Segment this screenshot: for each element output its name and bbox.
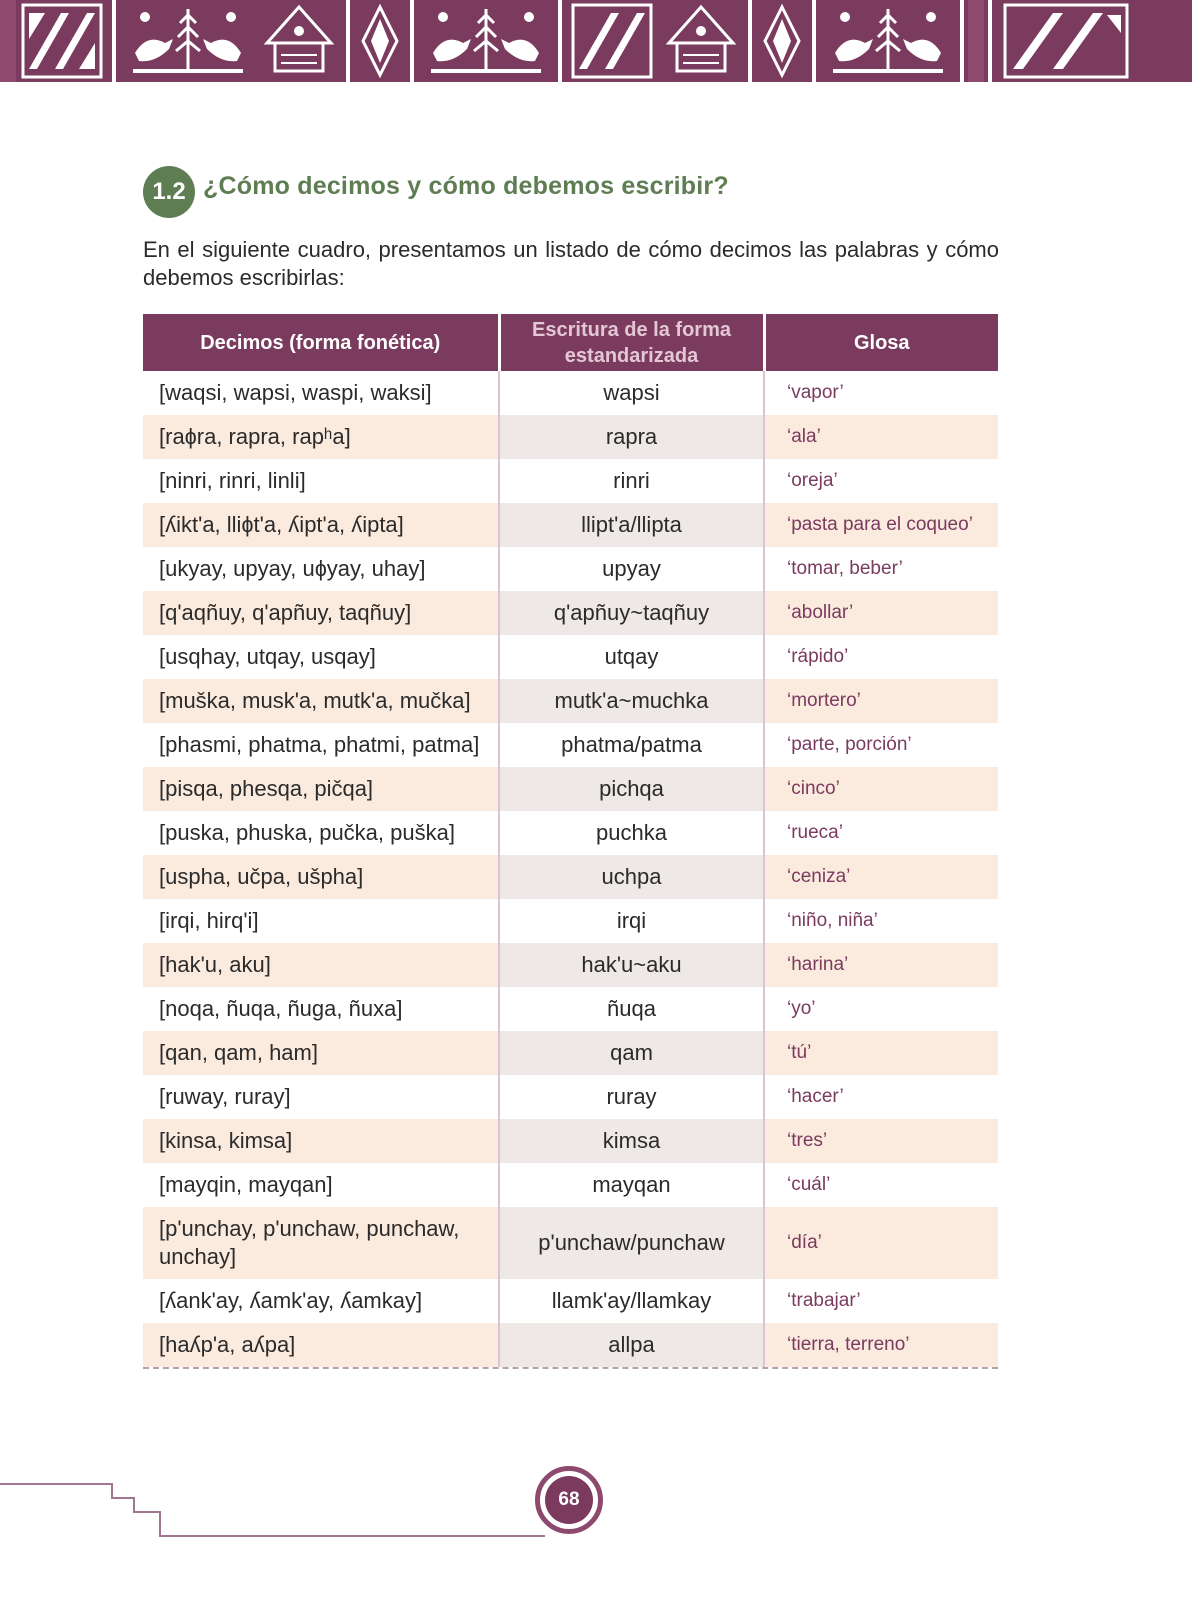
table-row bbox=[143, 679, 998, 723]
phonetic-cell: [hak'u, aku] bbox=[143, 943, 499, 987]
phonetic-cell: [phasmi, phatma, phatmi, patma] bbox=[143, 723, 499, 767]
band-separator bbox=[988, 0, 992, 82]
table-row bbox=[143, 415, 998, 459]
table-body bbox=[143, 371, 998, 1367]
table-row bbox=[143, 1323, 998, 1367]
geometric-motif-icon bbox=[566, 0, 658, 82]
phonetic-cell: [ninri, rinri, linli] bbox=[143, 459, 499, 503]
band-strip bbox=[0, 0, 16, 82]
band-separator bbox=[960, 0, 964, 82]
band-separator bbox=[748, 0, 752, 82]
band-separator bbox=[558, 0, 562, 82]
standard-form-cell: uchpa bbox=[499, 855, 764, 899]
column-header-phonetic: Decimos (forma fonética) bbox=[143, 314, 499, 371]
phonetic-cell: [ukyay, upyay, uɸyay, uhay] bbox=[143, 547, 499, 591]
gloss-cell: ‘día’ bbox=[764, 1207, 998, 1279]
table-row bbox=[143, 1279, 998, 1323]
phonetic-cell: [ʎank'ay, ʎamk'ay, ʎamkay] bbox=[143, 1279, 499, 1323]
gloss-cell: ‘cinco’ bbox=[764, 767, 998, 811]
table-header-row bbox=[143, 314, 998, 371]
phonetic-cell: [p'unchay, p'unchaw, punchaw, unchay] bbox=[143, 1207, 499, 1279]
table-row bbox=[143, 943, 998, 987]
diamond-motif-icon bbox=[354, 0, 406, 82]
table-row bbox=[143, 811, 998, 855]
table-row bbox=[143, 987, 998, 1031]
gloss-cell: ‘yo’ bbox=[764, 987, 998, 1031]
table-row bbox=[143, 503, 998, 547]
table-row bbox=[143, 459, 998, 503]
table-row bbox=[143, 855, 998, 899]
page-number: 68 bbox=[545, 1476, 593, 1524]
standard-form-cell: phatma/patma bbox=[499, 723, 764, 767]
phonetic-cell: [haʎp'a, aʎpa] bbox=[143, 1323, 499, 1367]
standard-form-cell: llamk'ay/llamkay bbox=[499, 1279, 764, 1323]
standard-form-cell: hak'u~aku bbox=[499, 943, 764, 987]
gloss-cell: ‘parte, porción’ bbox=[764, 723, 998, 767]
phonetic-cell: [waqsi, wapsi, waspi, waksi] bbox=[143, 371, 499, 415]
table-row bbox=[143, 547, 998, 591]
birds-tree-motif-icon bbox=[120, 0, 256, 82]
phonetic-cell: [muška, musk'a, mutk'a, mučka] bbox=[143, 679, 499, 723]
standard-form-cell: mayqan bbox=[499, 1163, 764, 1207]
gloss-cell: ‘ceniza’ bbox=[764, 855, 998, 899]
phonetic-cell: [q'aqñuy, q'apñuy, taqñuy] bbox=[143, 591, 499, 635]
table-row bbox=[143, 1075, 998, 1119]
standard-form-cell: kimsa bbox=[499, 1119, 764, 1163]
standard-form-cell: upyay bbox=[499, 547, 764, 591]
gloss-cell: ‘tres’ bbox=[764, 1119, 998, 1163]
gloss-cell: ‘niño, niña’ bbox=[764, 899, 998, 943]
table-row bbox=[143, 591, 998, 635]
band-separator bbox=[346, 0, 350, 82]
standard-form-cell: p'unchaw/punchaw bbox=[499, 1207, 764, 1279]
gloss-cell: ‘mortero’ bbox=[764, 679, 998, 723]
standard-form-cell: rinri bbox=[499, 459, 764, 503]
intro-paragraph: En el siguiente cuadro, presentamos un listado de cómo decimos las palabras y cómo debemos escribirlas: bbox=[143, 237, 999, 290]
gloss-cell: ‘harina’ bbox=[764, 943, 998, 987]
phonetic-cell: [qan, qam, ham] bbox=[143, 1031, 499, 1075]
standard-form-cell: rapra bbox=[499, 415, 764, 459]
phonetic-cell: [ʎikt'a, lliɸt'a, ʎipt'a, ʎipta] bbox=[143, 503, 499, 547]
spelling-table-wrapper bbox=[143, 314, 998, 1369]
phonetic-cell: [noqa, ñuqa, ñuga, ñuxa] bbox=[143, 987, 499, 1031]
gloss-cell: ‘trabajar’ bbox=[764, 1279, 998, 1323]
standard-form-cell: pichqa bbox=[499, 767, 764, 811]
standard-form-cell: utqay bbox=[499, 635, 764, 679]
table-row bbox=[143, 767, 998, 811]
gloss-cell: ‘ala’ bbox=[764, 415, 998, 459]
standard-form-cell: irqi bbox=[499, 899, 764, 943]
gloss-cell: ‘rueca’ bbox=[764, 811, 998, 855]
phonetic-cell: [uspha, učpa, ušpha] bbox=[143, 855, 499, 899]
birds-tree-motif-icon bbox=[418, 0, 554, 82]
phonetic-cell: [ruway, ruray] bbox=[143, 1075, 499, 1119]
spelling-table bbox=[143, 314, 998, 1367]
table-row bbox=[143, 635, 998, 679]
standard-form-cell: ñuqa bbox=[499, 987, 764, 1031]
standard-form-cell: q'apñuy~taqñuy bbox=[499, 591, 764, 635]
column-header-gloss: Glosa bbox=[764, 314, 998, 371]
standard-form-cell: ruray bbox=[499, 1075, 764, 1119]
band-separator bbox=[812, 0, 816, 82]
band-strip bbox=[968, 0, 984, 82]
decorative-header-band bbox=[0, 0, 1192, 82]
gloss-cell: ‘cuál’ bbox=[764, 1163, 998, 1207]
geometric-motif-icon bbox=[996, 0, 1136, 82]
gloss-cell: ‘oreja’ bbox=[764, 459, 998, 503]
phonetic-cell: [raɸra, rapra, rapʰa] bbox=[143, 415, 499, 459]
section-title: ¿Cómo decimos y cómo debemos escribir? bbox=[203, 172, 729, 200]
phonetic-cell: [mayqin, mayqan] bbox=[143, 1163, 499, 1207]
gloss-cell: ‘tierra, terreno’ bbox=[764, 1323, 998, 1367]
phonetic-cell: [usqhay, utqay, usqay] bbox=[143, 635, 499, 679]
table-row bbox=[143, 1163, 998, 1207]
diamond-motif-icon bbox=[756, 0, 808, 82]
standard-form-cell: qam bbox=[499, 1031, 764, 1075]
phonetic-cell: [puska, phuska, pučka, puška] bbox=[143, 811, 499, 855]
phonetic-cell: [pisqa, phesqa, pičqa] bbox=[143, 767, 499, 811]
gloss-cell: ‘pasta para el coqueo’ bbox=[764, 503, 998, 547]
gloss-cell: ‘tú’ bbox=[764, 1031, 998, 1075]
standard-form-cell: puchka bbox=[499, 811, 764, 855]
gloss-cell: ‘hacer’ bbox=[764, 1075, 998, 1119]
page-number-circle bbox=[535, 1466, 603, 1534]
table-row bbox=[143, 371, 998, 415]
column-header-standard: Escritura de la forma estandarizada bbox=[499, 314, 764, 371]
gloss-cell: ‘abollar’ bbox=[764, 591, 998, 635]
birds-tree-motif-icon bbox=[820, 0, 956, 82]
standard-form-cell: allpa bbox=[499, 1323, 764, 1367]
band-separator bbox=[112, 0, 116, 82]
geometric-motif-icon bbox=[16, 0, 108, 82]
table-row bbox=[143, 1119, 998, 1163]
table-row bbox=[143, 723, 998, 767]
phonetic-cell: [kinsa, kimsa] bbox=[143, 1119, 499, 1163]
table-row bbox=[143, 1031, 998, 1075]
standard-form-cell: wapsi bbox=[499, 371, 764, 415]
house-motif-icon bbox=[658, 0, 744, 82]
section-number-badge: 1.2 bbox=[143, 166, 195, 218]
gloss-cell: ‘rápido’ bbox=[764, 635, 998, 679]
house-motif-icon bbox=[256, 0, 342, 82]
table-row bbox=[143, 899, 998, 943]
table-row bbox=[143, 1207, 998, 1279]
phonetic-cell: [irqi, hirq'i] bbox=[143, 899, 499, 943]
standard-form-cell: mutk'a~muchka bbox=[499, 679, 764, 723]
gloss-cell: ‘vapor’ bbox=[764, 371, 998, 415]
gloss-cell: ‘tomar, beber’ bbox=[764, 547, 998, 591]
band-separator bbox=[410, 0, 414, 82]
standard-form-cell: llipt'a/llipta bbox=[499, 503, 764, 547]
